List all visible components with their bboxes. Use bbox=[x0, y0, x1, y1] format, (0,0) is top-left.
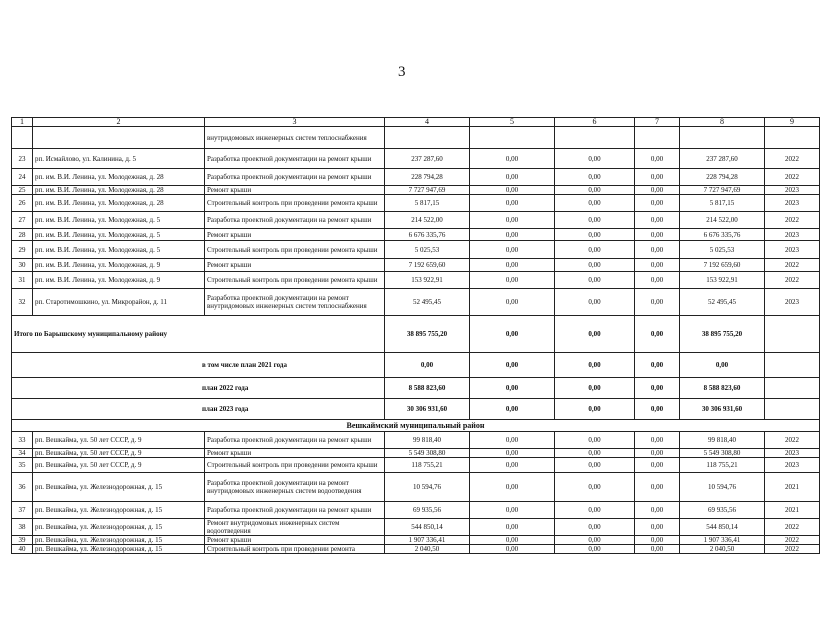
budget-cell: 0,00 bbox=[555, 169, 635, 186]
total-cost-cell: 118 755,21 bbox=[385, 458, 470, 473]
year-cell: 2021 bbox=[765, 502, 820, 519]
year-cell: 2022 bbox=[765, 519, 820, 536]
column-number-cell: 2 bbox=[33, 118, 205, 127]
row-number-cell: 25 bbox=[12, 186, 33, 195]
row-number-cell: 34 bbox=[12, 449, 33, 458]
table-body bbox=[12, 118, 820, 554]
table-row bbox=[12, 449, 820, 458]
plan-value-cell: 0,00 bbox=[555, 353, 635, 378]
owners-funds-cell: 237 287,60 bbox=[680, 149, 765, 169]
work-type-cell: Ремонт внутридомовых инженерных систем водоотведения bbox=[205, 519, 385, 536]
value-cell bbox=[385, 127, 470, 149]
plan-value-cell: 0,00 bbox=[470, 353, 555, 378]
year-cell: 2023 bbox=[765, 458, 820, 473]
row-number-cell: 28 bbox=[12, 229, 33, 241]
district-title: Вешкаймский муниципальный район bbox=[12, 420, 820, 432]
budget-cell: 0,00 bbox=[555, 536, 635, 545]
local-budget-cell: 0,00 bbox=[635, 212, 680, 229]
plan-value-cell: 30 306 931,60 bbox=[680, 399, 765, 420]
table-row bbox=[12, 259, 820, 272]
row-number-cell: 26 bbox=[12, 195, 33, 212]
table-row bbox=[12, 502, 820, 519]
owners-funds-cell: 1 907 336,41 bbox=[680, 536, 765, 545]
address-cell: рп. им. В.И. Ленина, ул. Молодежная, д. 28 bbox=[33, 186, 205, 195]
table-row bbox=[12, 519, 820, 536]
total-value-cell: 38 895 755,20 bbox=[680, 316, 765, 353]
address-cell: рп. Вешкайма, ул. Железнодорожная, д. 15 bbox=[33, 502, 205, 519]
total-cost-cell: 10 594,76 bbox=[385, 473, 470, 502]
row-number-cell: 39 bbox=[12, 536, 33, 545]
total-cost-cell: 6 676 335,76 bbox=[385, 229, 470, 241]
year-cell: 2022 bbox=[765, 536, 820, 545]
year-cell: 2023 bbox=[765, 289, 820, 316]
budget-cell: 0,00 bbox=[555, 458, 635, 473]
fund-cell: 0,00 bbox=[470, 519, 555, 536]
row-number-cell: 36 bbox=[12, 473, 33, 502]
owners-funds-cell: 5 817,15 bbox=[680, 195, 765, 212]
work-type-cell: Строительный контроль при проведении ремонта bbox=[205, 545, 385, 554]
table-row bbox=[12, 195, 820, 212]
budget-cell: 0,00 bbox=[555, 186, 635, 195]
work-type-cell: Ремонт крыши bbox=[205, 449, 385, 458]
year-cell: 2023 bbox=[765, 229, 820, 241]
fund-cell: 0,00 bbox=[470, 259, 555, 272]
row-number-cell: 23 bbox=[12, 149, 33, 169]
plan-value-cell: 0,00 bbox=[635, 378, 680, 399]
owners-funds-cell: 69 935,56 bbox=[680, 502, 765, 519]
plan-value-cell: 0,00 bbox=[680, 353, 765, 378]
address-cell: рп. им. В.И. Ленина, ул. Молодежная, д. 28 bbox=[33, 195, 205, 212]
owners-funds-cell: 5 549 308,80 bbox=[680, 449, 765, 458]
fund-cell: 0,00 bbox=[470, 195, 555, 212]
local-budget-cell: 0,00 bbox=[635, 449, 680, 458]
address-cell: рп. Исмайлово, ул. Калинина, д. 5 bbox=[33, 149, 205, 169]
address-cell: рп. им. В.И. Ленина, ул. Молодежная, д. 5 bbox=[33, 241, 205, 259]
total-cost-cell: 153 922,91 bbox=[385, 272, 470, 289]
address-cell: рп. Вешкайма, ул. 50 лет СССР, д. 9 bbox=[33, 449, 205, 458]
local-budget-cell: 0,00 bbox=[635, 502, 680, 519]
address-cell: рп. Старотимошкино, ул. Микрорайон, д. 11 bbox=[33, 289, 205, 316]
local-budget-cell: 0,00 bbox=[635, 272, 680, 289]
work-type-cell: Разработка проектной документации на ремонт крыши bbox=[205, 502, 385, 519]
fund-cell: 0,00 bbox=[470, 272, 555, 289]
row-number-cell: 27 bbox=[12, 212, 33, 229]
table-row bbox=[12, 536, 820, 545]
row-number-cell: 30 bbox=[12, 259, 33, 272]
local-budget-cell: 0,00 bbox=[635, 432, 680, 449]
address-cell: рп. Вешкайма, ул. 50 лет СССР, д. 9 bbox=[33, 458, 205, 473]
owners-funds-cell: 5 025,53 bbox=[680, 241, 765, 259]
budget-cell: 0,00 bbox=[555, 259, 635, 272]
total-cost-cell: 544 850,14 bbox=[385, 519, 470, 536]
budget-cell: 0,00 bbox=[555, 229, 635, 241]
table-row bbox=[12, 458, 820, 473]
column-number-cell: 8 bbox=[680, 118, 765, 127]
total-cost-cell: 69 935,56 bbox=[385, 502, 470, 519]
plan-value-cell: 0,00 bbox=[385, 353, 470, 378]
number-cell bbox=[12, 127, 33, 149]
total-cost-cell: 228 794,28 bbox=[385, 169, 470, 186]
total-row bbox=[12, 316, 820, 353]
plan-row bbox=[12, 378, 820, 399]
work-type-cell: Строительный контроль при проведении ремонта крыши bbox=[205, 272, 385, 289]
local-budget-cell: 0,00 bbox=[635, 289, 680, 316]
total-cost-cell: 237 287,60 bbox=[385, 149, 470, 169]
header-row bbox=[12, 118, 820, 127]
local-budget-cell: 0,00 bbox=[635, 536, 680, 545]
capital-repair-table bbox=[11, 117, 820, 554]
owners-funds-cell: 544 850,14 bbox=[680, 519, 765, 536]
work-type-cell: Строительный контроль при проведении ремонта крыши bbox=[205, 195, 385, 212]
owners-funds-cell: 2 040,50 bbox=[680, 545, 765, 554]
table-row bbox=[12, 186, 820, 195]
owners-funds-cell: 214 522,00 bbox=[680, 212, 765, 229]
address-cell: рп. им. В.И. Ленина, ул. Молодежная, д. 28 bbox=[33, 169, 205, 186]
plan-row bbox=[12, 399, 820, 420]
local-budget-cell: 0,00 bbox=[635, 259, 680, 272]
address-cell: рп. им. В.И. Ленина, ул. Молодежная, д. 9 bbox=[33, 259, 205, 272]
year-cell: 2022 bbox=[765, 212, 820, 229]
address-cell: рп. Вешкайма, ул. Железнодорожная, д. 15 bbox=[33, 473, 205, 502]
table-row bbox=[12, 149, 820, 169]
plan-value-cell: 0,00 bbox=[635, 399, 680, 420]
local-budget-cell: 0,00 bbox=[635, 458, 680, 473]
owners-funds-cell: 118 755,21 bbox=[680, 458, 765, 473]
total-label-cell: Итого по Барышскому муниципальному району bbox=[12, 316, 385, 353]
owners-funds-cell: 10 594,76 bbox=[680, 473, 765, 502]
total-cost-cell: 99 818,40 bbox=[385, 432, 470, 449]
row-number-cell: 40 bbox=[12, 545, 33, 554]
local-budget-cell: 0,00 bbox=[635, 229, 680, 241]
table-row bbox=[12, 432, 820, 449]
row-number-cell: 38 bbox=[12, 519, 33, 536]
plan-value-cell: 0,00 bbox=[470, 378, 555, 399]
total-cost-cell: 7 192 659,60 bbox=[385, 259, 470, 272]
address-cell bbox=[33, 127, 205, 149]
address-cell: рп. Вешкайма, ул. Железнодорожная, д. 15 bbox=[33, 536, 205, 545]
total-value-cell: 0,00 bbox=[555, 316, 635, 353]
budget-cell: 0,00 bbox=[555, 432, 635, 449]
local-budget-cell: 0,00 bbox=[635, 149, 680, 169]
value-cell bbox=[470, 127, 555, 149]
year-cell: 2022 bbox=[765, 259, 820, 272]
column-number-cell: 7 bbox=[635, 118, 680, 127]
table-row bbox=[12, 212, 820, 229]
district-row bbox=[12, 420, 820, 432]
total-cost-cell: 1 907 336,41 bbox=[385, 536, 470, 545]
address-cell: рп. Вешкайма, ул. 50 лет СССР, д. 9 bbox=[33, 432, 205, 449]
budget-cell: 0,00 bbox=[555, 212, 635, 229]
plan-value-cell: 8 588 823,60 bbox=[680, 378, 765, 399]
work-type-cell: Ремонт крыши bbox=[205, 229, 385, 241]
row-number-cell: 31 bbox=[12, 272, 33, 289]
local-budget-cell: 0,00 bbox=[635, 519, 680, 536]
work-type-cell: Разработка проектной документации на ремонт крыши bbox=[205, 169, 385, 186]
year-cell: 2022 bbox=[765, 545, 820, 554]
table-row bbox=[12, 473, 820, 502]
work-type-cell: Разработка проектной документации на ремонт крыши bbox=[205, 212, 385, 229]
fund-cell: 0,00 bbox=[470, 536, 555, 545]
table-row bbox=[12, 169, 820, 186]
work-type-cell: Разработка проектной документации на ремонт внутридомовых инженерных систем теплоснабжения bbox=[205, 289, 385, 316]
column-number-cell: 4 bbox=[385, 118, 470, 127]
year-cell: 2022 bbox=[765, 169, 820, 186]
fund-cell: 0,00 bbox=[470, 149, 555, 169]
year-cell: 2021 bbox=[765, 473, 820, 502]
address-cell: рп. им. В.И. Ленина, ул. Молодежная, д. 9 bbox=[33, 272, 205, 289]
fund-cell: 0,00 bbox=[470, 502, 555, 519]
fund-cell: 0,00 bbox=[470, 289, 555, 316]
total-cost-cell: 2 040,50 bbox=[385, 545, 470, 554]
owners-funds-cell: 228 794,28 bbox=[680, 169, 765, 186]
year-cell bbox=[765, 353, 820, 378]
row-number-cell: 37 bbox=[12, 502, 33, 519]
column-number-cell: 3 bbox=[205, 118, 385, 127]
budget-cell: 0,00 bbox=[555, 195, 635, 212]
work-type-cell: Строительный контроль при проведении ремонта крыши bbox=[205, 458, 385, 473]
budget-cell: 0,00 bbox=[555, 289, 635, 316]
year-cell: 2022 bbox=[765, 272, 820, 289]
work-cell: внутридомовых инженерных систем теплоснабжения bbox=[205, 127, 385, 149]
local-budget-cell: 0,00 bbox=[635, 241, 680, 259]
total-value-cell: 38 895 755,20 bbox=[385, 316, 470, 353]
plan-value-cell: 0,00 bbox=[635, 353, 680, 378]
year-cell bbox=[765, 399, 820, 420]
owners-funds-cell: 7 192 659,60 bbox=[680, 259, 765, 272]
plan-value-cell: 8 588 823,60 bbox=[385, 378, 470, 399]
column-number-cell: 6 bbox=[555, 118, 635, 127]
owners-funds-cell: 52 495,45 bbox=[680, 289, 765, 316]
budget-cell: 0,00 bbox=[555, 241, 635, 259]
year-cell: 2022 bbox=[765, 432, 820, 449]
fund-cell: 0,00 bbox=[470, 169, 555, 186]
budget-cell: 0,00 bbox=[555, 519, 635, 536]
row-number-cell: 29 bbox=[12, 241, 33, 259]
budget-cell: 0,00 bbox=[555, 272, 635, 289]
value-cell bbox=[680, 127, 765, 149]
plan-value-cell: 0,00 bbox=[555, 399, 635, 420]
column-number-cell: 5 bbox=[470, 118, 555, 127]
work-type-cell: Ремонт крыши bbox=[205, 536, 385, 545]
column-number-cell: 1 bbox=[12, 118, 33, 127]
plan-label-cell: план 2023 года bbox=[12, 399, 385, 420]
year-cell: 2023 bbox=[765, 195, 820, 212]
local-budget-cell: 0,00 bbox=[635, 545, 680, 554]
address-cell: рп. Вешкайма, ул. Железнодорожная, д. 15 bbox=[33, 519, 205, 536]
owners-funds-cell: 6 676 335,76 bbox=[680, 229, 765, 241]
total-cost-cell: 5 025,53 bbox=[385, 241, 470, 259]
plan-row bbox=[12, 353, 820, 378]
row-number-cell: 35 bbox=[12, 458, 33, 473]
budget-cell: 0,00 bbox=[555, 449, 635, 458]
plan-label-cell: в том числе план 2021 года bbox=[12, 353, 385, 378]
local-budget-cell: 0,00 bbox=[635, 169, 680, 186]
work-type-cell: Ремонт крыши bbox=[205, 186, 385, 195]
column-number-cell: 9 bbox=[765, 118, 820, 127]
address-cell: рп. им. В.И. Ленина, ул. Молодежная, д. 5 bbox=[33, 212, 205, 229]
budget-cell: 0,00 bbox=[555, 545, 635, 554]
owners-funds-cell: 153 922,91 bbox=[680, 272, 765, 289]
fund-cell: 0,00 bbox=[470, 432, 555, 449]
plan-value-cell: 0,00 bbox=[470, 399, 555, 420]
fund-cell: 0,00 bbox=[470, 186, 555, 195]
plan-label-cell: план 2022 года bbox=[12, 378, 385, 399]
fund-cell: 0,00 bbox=[470, 241, 555, 259]
row-number-cell: 33 bbox=[12, 432, 33, 449]
table-row bbox=[12, 545, 820, 554]
year-cell: 2022 bbox=[765, 149, 820, 169]
total-value-cell: 0,00 bbox=[635, 316, 680, 353]
value-cell bbox=[555, 127, 635, 149]
page-number: 3 bbox=[398, 64, 406, 80]
budget-cell: 0,00 bbox=[555, 502, 635, 519]
total-cost-cell: 214 522,00 bbox=[385, 212, 470, 229]
plan-value-cell: 0,00 bbox=[555, 378, 635, 399]
work-type-cell: Ремонт крыши bbox=[205, 259, 385, 272]
work-type-cell: Разработка проектной документации на ремонт крыши bbox=[205, 149, 385, 169]
year-cell bbox=[765, 316, 820, 353]
owners-funds-cell: 99 818,40 bbox=[680, 432, 765, 449]
value-cell bbox=[635, 127, 680, 149]
local-budget-cell: 0,00 bbox=[635, 195, 680, 212]
local-budget-cell: 0,00 bbox=[635, 186, 680, 195]
continuation-row bbox=[12, 127, 820, 149]
owners-funds-cell: 7 727 947,69 bbox=[680, 186, 765, 195]
year-cell: 2023 bbox=[765, 241, 820, 259]
table-row bbox=[12, 272, 820, 289]
fund-cell: 0,00 bbox=[470, 449, 555, 458]
local-budget-cell: 0,00 bbox=[635, 473, 680, 502]
total-cost-cell: 52 495,45 bbox=[385, 289, 470, 316]
total-value-cell: 0,00 bbox=[470, 316, 555, 353]
fund-cell: 0,00 bbox=[470, 229, 555, 241]
total-cost-cell: 5 549 308,80 bbox=[385, 449, 470, 458]
address-cell: рп. Вешкайма, ул. Железнодорожная, д. 15 bbox=[33, 545, 205, 554]
year-cell: 2023 bbox=[765, 449, 820, 458]
work-type-cell: Разработка проектной документации на ремонт внутридомовых инженерных систем водоотведения bbox=[205, 473, 385, 502]
budget-cell: 0,00 bbox=[555, 473, 635, 502]
plan-value-cell: 30 306 931,60 bbox=[385, 399, 470, 420]
row-number-cell: 32 bbox=[12, 289, 33, 316]
address-cell: рп. им. В.И. Ленина, ул. Молодежная, д. 5 bbox=[33, 229, 205, 241]
fund-cell: 0,00 bbox=[470, 458, 555, 473]
total-cost-cell: 7 727 947,69 bbox=[385, 186, 470, 195]
value-cell bbox=[765, 127, 820, 149]
table-row bbox=[12, 229, 820, 241]
year-cell bbox=[765, 378, 820, 399]
work-type-cell: Строительный контроль при проведении ремонта крыши bbox=[205, 241, 385, 259]
fund-cell: 0,00 bbox=[470, 212, 555, 229]
fund-cell: 0,00 bbox=[470, 545, 555, 554]
fund-cell: 0,00 bbox=[470, 473, 555, 502]
table-row bbox=[12, 241, 820, 259]
budget-cell: 0,00 bbox=[555, 149, 635, 169]
year-cell: 2023 bbox=[765, 186, 820, 195]
table-row bbox=[12, 289, 820, 316]
total-cost-cell: 5 817,15 bbox=[385, 195, 470, 212]
work-type-cell: Разработка проектной документации на ремонт крыши bbox=[205, 432, 385, 449]
row-number-cell: 24 bbox=[12, 169, 33, 186]
